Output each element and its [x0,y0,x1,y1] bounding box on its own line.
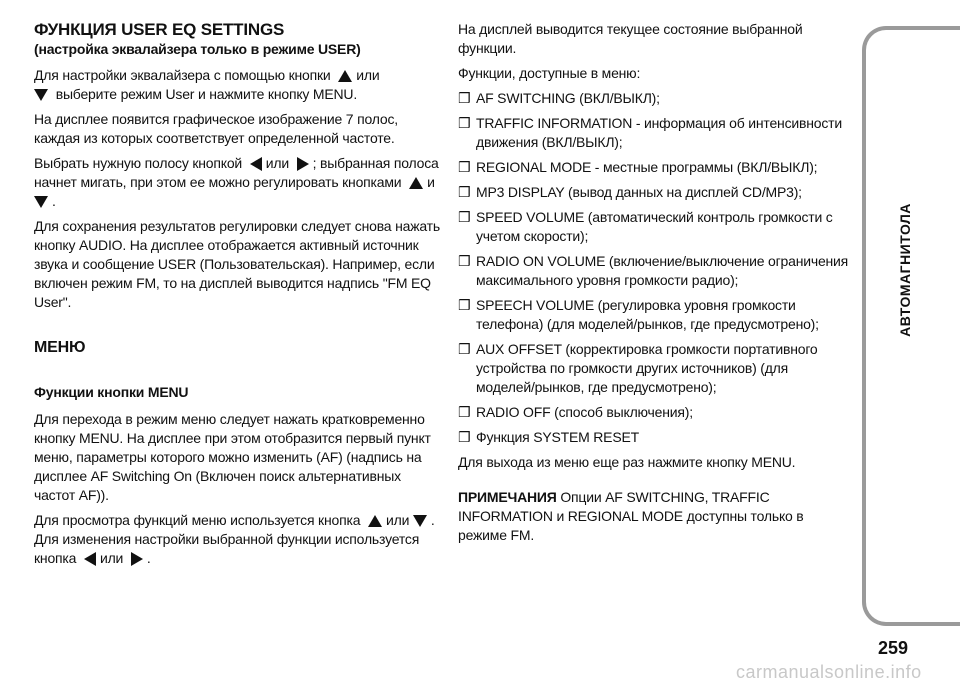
list-item: ❒ RADIO ON VOLUME (включение/выключение ограничения максимального уровня громкости радио); [458,253,849,288]
list-item: ❒ AUX OFFSET (корректировка громкости портативного устройства по громкости других источников) (для моделей/рынков, где предусмотрено); [458,341,818,395]
checkbox-bullet-icon: ❒ [458,253,471,269]
section-title: ФУНКЦИЯ USER EQ SETTINGS [34,20,285,39]
right-column [458,20,850,551]
checkbox-bullet-icon: ❒ [458,297,471,313]
paragraph-menu-navigation: Для просмотра функций меню используется кнопка или . Для изменения настройки выбранной функции используется кнопка или . [34,512,435,566]
left-arrow-icon [250,157,262,171]
checkbox-bullet-icon: ❒ [458,429,471,445]
list-item: ❒ MP3 DISPLAY (вывод данных на дисплей CD/MP3); [458,184,802,200]
left-arrow-icon [84,552,96,566]
menu-heading: МЕНЮ [34,339,86,356]
checkbox-bullet-icon: ❒ [458,184,471,200]
left-column [34,20,440,574]
paragraph-functions-available: Функции, доступные в меню: [458,65,641,81]
up-arrow-icon [368,515,382,527]
checkbox-bullet-icon: ❒ [458,341,471,357]
note-paragraph [458,488,850,545]
list-item: ❒ Функция SYSTEM RESET [458,429,639,445]
list-item: ❒ REGIONAL MODE - местные программы (ВКЛ/ВЫКЛ); [458,159,818,175]
paragraph-display-state: На дисплей выводится текущее состояние выбранной функции. [458,21,803,56]
page-number: 259 [878,638,909,658]
down-arrow-icon [34,89,48,101]
paragraph-graphic: На дисплее появится графическое изображение 7 полос, каждая из которых соответствует определенной частоте. [34,111,398,146]
checkbox-bullet-icon: ❒ [458,90,471,106]
list-item: ❒ SPEED VOLUME (автоматический контроль громкости с учетом скорости); [458,209,833,244]
checkbox-bullet-icon: ❒ [458,159,471,175]
watermark: carmanualsonline.info [736,662,922,682]
up-arrow-icon [338,70,352,82]
checkbox-bullet-icon: ❒ [458,115,471,131]
up-arrow-icon [409,177,423,189]
down-arrow-icon [34,196,48,208]
menu-functions-list [458,89,850,447]
list-item: ❒ RADIO OFF (способ выключения); [458,404,693,420]
checkbox-bullet-icon: ❒ [458,209,471,225]
paragraph-select-band: Выбрать нужную полосу кнопкой или ; выбранная полоса начнет мигать, при этом ее можно регулировать кнопками и . [34,155,439,209]
note-label: ПРИМЕЧАНИЯ [458,489,557,505]
paragraph-exit-menu: Для выхода из меню еще раз нажмите кнопку MENU. [458,454,796,470]
right-arrow-icon [131,552,143,566]
list-item: ❒ TRAFFIC INFORMATION - информация об интенсивности движения (ВКЛ/ВЫКЛ); [458,115,842,150]
right-arrow-icon [297,157,309,171]
note-text: Опции AF SWITCHING, TRAFFIC INFORMATION и REGIONAL MODE доступны только в режиме FM. [458,489,804,543]
chapter-tab-label: АВТОМАГНИТОЛА [897,203,913,337]
section-subtitle: (настройка эквалайзера только в режиме USER) [34,41,361,57]
down-arrow-icon [413,515,427,527]
menu-subheading: Функции кнопки MENU [34,384,189,400]
list-item: ❒ AF SWITCHING (ВКЛ/ВЫКЛ); [458,90,660,106]
paragraph-save: Для сохранения результатов регулировки следует снова нажать кнопку AUDIO. На дисплее отображается активный источник звука и сообщение USER (Пользовательская). Например, если включен режим FM, то на дисплей выводится надпись "FM EQ User". [34,218,440,310]
list-item: ❒ SPEECH VOLUME (регулировка уровня громкости телефона) (для моделей/рынков, где предусмотрено); [458,297,819,332]
checkbox-bullet-icon: ❒ [458,404,471,420]
paragraph-select-user: Для настройки эквалайзера с помощью кнопки или выберите режим User и нажмите кнопку MENU. [34,67,380,102]
paragraph-menu-enter: Для перехода в режим меню следует нажать кратковременно кнопку MENU. На дисплее при этом отобразится первый пункт меню, параметры которого можно изменить (AF) (надпись на дисплее AF Switching On (Включен поиск альтернативных частот AF)). [34,411,431,503]
